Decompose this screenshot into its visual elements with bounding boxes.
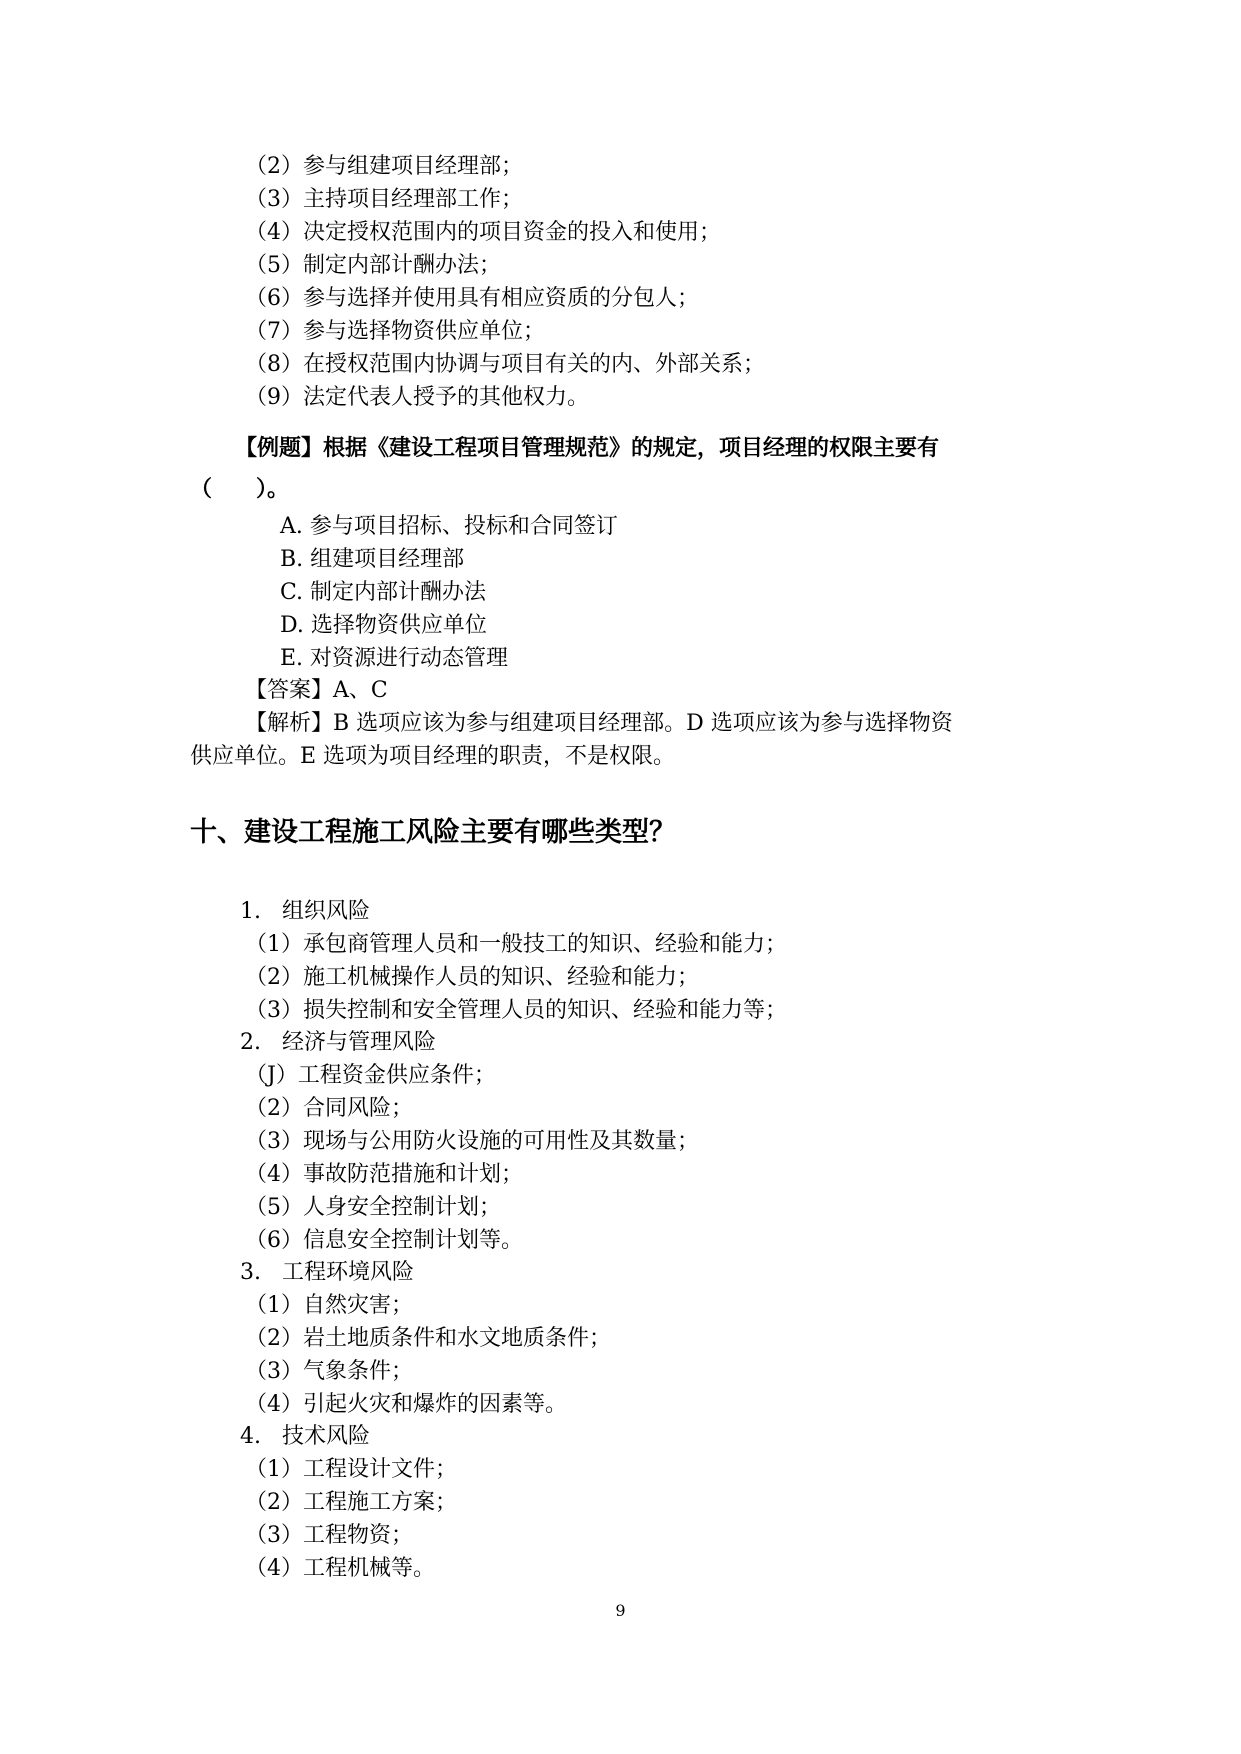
option-d: D. 选择物资供应单位 bbox=[280, 613, 487, 638]
list-item: （2）参与组建项目经理部； bbox=[245, 154, 523, 179]
subsection-number: 4. bbox=[240, 1424, 261, 1449]
example-question-blank: （ ）。 bbox=[190, 477, 290, 502]
list-item: （3）现场与公用防火设施的可用性及其数量； bbox=[245, 1129, 699, 1154]
example-question: 【例题】根据《建设工程项目管理规范》的规定，项目经理的权限主要有 bbox=[235, 436, 940, 461]
subsection-number: 1. bbox=[240, 899, 261, 924]
option-a: A. 参与项目招标、投标和合同签订 bbox=[280, 514, 618, 539]
list-item: （1）承包商管理人员和一般技工的知识、经验和能力； bbox=[245, 932, 787, 957]
list-item: （3）工程物资； bbox=[245, 1523, 413, 1548]
subsection-heading bbox=[240, 1028, 436, 1058]
subsection-heading bbox=[240, 897, 370, 927]
list-item: （4）决定授权范围内的项目资金的投入和使用； bbox=[245, 220, 721, 245]
list-item: （8）在授权范围内协调与项目有关的内、外部关系； bbox=[245, 352, 765, 377]
list-item: （7）参与选择物资供应单位； bbox=[245, 319, 545, 344]
list-item: （2）岩土地质条件和水文地质条件； bbox=[245, 1326, 611, 1351]
option-b: B. 组建项目经理部 bbox=[280, 547, 465, 572]
list-item: （5）制定内部计酬办法； bbox=[245, 253, 501, 278]
option-e: E. 对资源进行动态管理 bbox=[280, 646, 509, 671]
subsection-heading bbox=[240, 1258, 414, 1288]
list-item: （3）气象条件； bbox=[245, 1359, 413, 1384]
analysis: 【解析】B 选项应该为参与组建项目经理部。D 选项应该为参与选择物资 bbox=[245, 711, 953, 736]
list-item: （4）事故防范措施和计划； bbox=[245, 1162, 523, 1187]
list-item: （J）工程资金供应条件； bbox=[245, 1063, 496, 1088]
section-title: 十、建设工程施工风险主要有哪些类型？ bbox=[190, 817, 676, 848]
list-item: （4）工程机械等。 bbox=[245, 1556, 435, 1581]
analysis-continued: 供应单位。E 选项为项目经理的职责，不是权限。 bbox=[190, 744, 676, 769]
list-item: （6）信息安全控制计划等。 bbox=[245, 1228, 523, 1253]
list-item: （4）引起火灾和爆炸的因素等。 bbox=[245, 1392, 567, 1417]
subsection-label: 经济与管理风险 bbox=[282, 1030, 437, 1055]
subsection-number: 2. bbox=[240, 1030, 261, 1055]
list-item: （2）工程施工方案； bbox=[245, 1490, 457, 1515]
subsection-heading bbox=[240, 1422, 370, 1452]
subsection-label: 组织风险 bbox=[282, 899, 371, 924]
list-item: （2）合同风险； bbox=[245, 1096, 413, 1121]
answer: 【答案】A、C bbox=[245, 678, 388, 703]
option-c: C. 制定内部计酬办法 bbox=[280, 580, 487, 605]
list-item: （5）人身安全控制计划； bbox=[245, 1195, 501, 1220]
list-item: （3）主持项目经理部工作； bbox=[245, 187, 523, 212]
list-item: （1）工程设计文件； bbox=[245, 1457, 457, 1482]
subsection-label: 技术风险 bbox=[282, 1424, 371, 1449]
subsection-number: 3. bbox=[240, 1260, 261, 1285]
list-item: （6）参与选择并使用具有相应资质的分包人； bbox=[245, 286, 699, 311]
list-item: （1）自然灾害； bbox=[245, 1293, 413, 1318]
list-item: （2）施工机械操作人员的知识、经验和能力； bbox=[245, 965, 699, 990]
list-item: （9）法定代表人授予的其他权力。 bbox=[245, 385, 589, 410]
list-item: （3）损失控制和安全管理人员的知识、经验和能力等； bbox=[245, 998, 787, 1023]
page-number: 9 bbox=[615, 1601, 626, 1620]
subsection-label: 工程环境风险 bbox=[282, 1260, 415, 1285]
